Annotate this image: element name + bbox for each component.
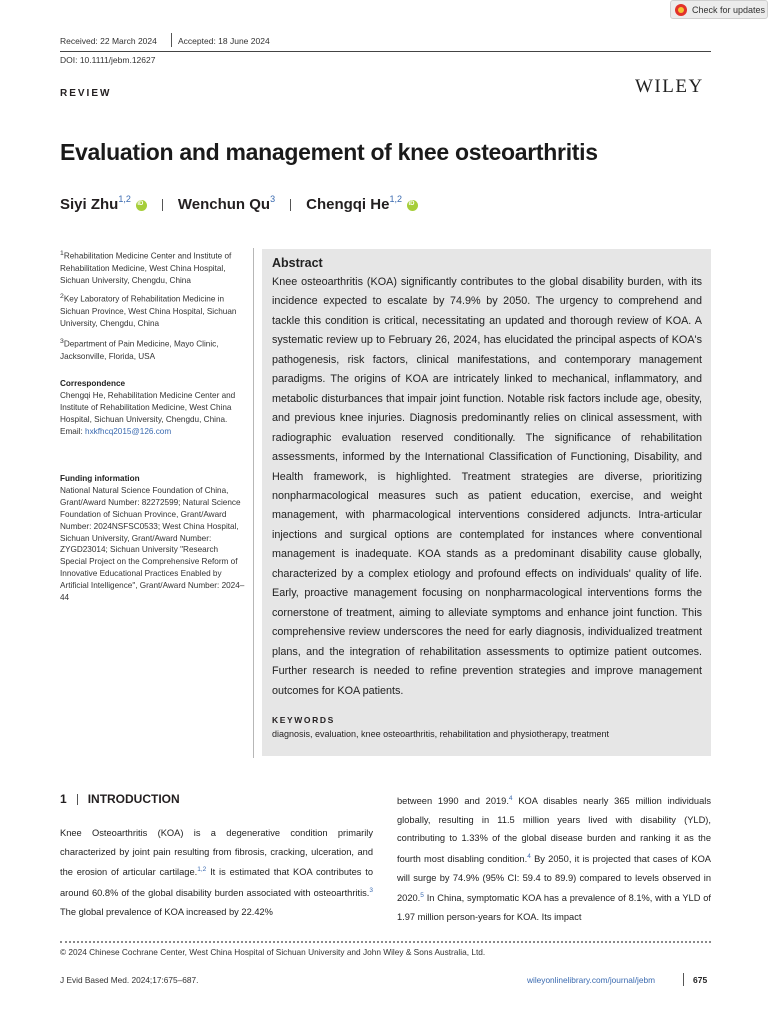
- citation-link[interactable]: 4: [527, 852, 531, 860]
- affiliation: [60, 248, 245, 286]
- body-text: KOA disables nearly 365 million individuals globally, resulting in 11.5 million years lived with disability (YLD), contributing to 1.33% of the global disease burden and ranking it as the fourth most disabling condition.: [397, 796, 711, 864]
- received-date: Received: 22 March 2024: [60, 36, 157, 46]
- crossmark-icon: [675, 4, 687, 16]
- author-list: [60, 196, 418, 216]
- body-text: The global prevalence of KOA increased by 22.42%: [60, 906, 273, 917]
- author-affiliation-ref: 1,2: [389, 194, 402, 204]
- body-text: By 2050, it is projected that cases of KOA will surge by 74.9% (95% CI: 59.4 to 89.9) compared to levels observed in 2020.: [397, 853, 711, 904]
- funding-text: National Natural Science Foundation of China, Grant/Award Number: 82272599; Natural Science Foundation of Sichuan Province, Grant/Award Number: 2024NSFSC0533; West China Hospital, Sichuan University, Grant/Award Number: ZYGD23014; Sichuan University "Research Special Project on the Comprehensive Reform of Innovative Educational Practices Enabled by Artificial Intelligence", Grant/Award Number: 2024–44: [60, 485, 245, 603]
- section-divider: [77, 794, 78, 805]
- affiliation-text: Key Laboratory of Rehabilitation Medicine in Sichuan Province, West China Hospital, Sichuan University, Chengdu, China: [60, 294, 237, 328]
- section-number: 1: [60, 792, 67, 806]
- correspondence-block: [60, 378, 245, 438]
- orcid-icon[interactable]: [136, 200, 147, 211]
- page-number: 675: [693, 975, 708, 985]
- citation-link[interactable]: 1,2: [197, 866, 207, 874]
- affiliation-number: 3: [60, 338, 64, 345]
- affiliation-text: Department of Pain Medicine, Mayo Clinic, Jacksonville, Florida, USA: [60, 339, 219, 361]
- journal-citation: J Evid Based Med. 2024;17:675–687.: [60, 975, 199, 985]
- body-column-right: [397, 790, 711, 926]
- abstract-text: Knee osteoarthritis (KOA) significantly contributes to the global disability burden, with its incidence expected to escalate by 74.9% by 2050. The urgency to comprehend and tackle this condition is critical, necessitating an updated and thorough review of KOA. A systematic review up to February 26, 2024, has elucidated the principal aspects of KOA's pathogenesis, risk factors, clinical manifestations, and contemporary management paradigms. The origins of KOA are intricately linked to mechanical, inflammatory, and metabolic disturbances that impair joint function. Notable risk factors include age, obesity, and previous knee injuries. Diagnosis predominantly relies on clinical assessment, with radiographic evaluation reserved conditionally. The significance of rehabilitation assessments, informed by the International Classification of Functioning, Disability, and Health framework, is highlighted. Treatment strategies are diverse, prioritizing nonpharmacological measures such as patient education, exercise, and weight management, with pharmacological interventions considered adjuncts. Intra-articular injections and surgical options are contemplated for instances where conventional management is inadequate. KOA stands as a predominant disability cause globally, characterized by a complex etiology and profound effects on individuals' quality of life. Early, proactive management focusing on nonpharmacological interventions forms the cornerstone of treatment, aiming to alleviate symptoms and enhance joint function. This comprehensive review underscores the need for early diagnosis, individualized treatment plans, and the integration of rehabilitation assessments to optimize patient outcomes. Further research is needed to refine prevention strategies and improve management outcomes for KOA patients.: [272, 276, 702, 697]
- correspondence-heading: Correspondence: [60, 379, 126, 388]
- author-divider: [290, 199, 291, 211]
- section-heading: [60, 792, 180, 806]
- abstract-panel: [262, 249, 711, 756]
- meta-divider: [171, 33, 172, 47]
- author[interactable]: [178, 196, 275, 213]
- citation-link[interactable]: 5: [420, 892, 424, 900]
- publisher-logo: WILEY: [635, 76, 704, 97]
- author-divider: [162, 199, 163, 211]
- article-title: Evaluation and management of knee osteoarthritis: [60, 139, 598, 165]
- citation-link[interactable]: 3: [369, 886, 373, 894]
- author-affiliation-ref: 3: [270, 194, 276, 204]
- footer-separator: [683, 973, 684, 986]
- affiliation-text: Rehabilitation Medicine Center and Institute of Rehabilitation Medicine, West China Hospital, Sichuan University, Chengdu, China: [60, 251, 232, 285]
- article-type: REVIEW: [60, 88, 112, 99]
- footer-divider: [60, 941, 711, 943]
- body-text: It is estimated that KOA contributes to around 60.8% of the global disability burden associated with osteoarthritis.: [60, 867, 374, 898]
- body-text: between 1990 and 2019.: [397, 796, 509, 807]
- correspondence-text: Chengqi He, Rehabilitation Medicine Center and Institute of Rehabilitation Medicine, West China Hospital, Sichuan University, Chengdu, China.: [60, 390, 236, 424]
- funding-block: [60, 473, 245, 604]
- email-label: Email:: [60, 426, 86, 436]
- body-column-left: [60, 824, 373, 921]
- accepted-date: Accepted: 18 June 2024: [178, 36, 270, 46]
- author-name: Chengqi He: [306, 196, 390, 213]
- copyright: © 2024 Chinese Cochrane Center, West China Hospital of Sichuan University and John Wiley & Sons Australia, Ltd.: [60, 947, 486, 957]
- check-for-updates-button[interactable]: [670, 0, 768, 19]
- affiliation-number: 1: [60, 250, 64, 257]
- journal-url-link[interactable]: wileyonlinelibrary.com/journal/jebm: [527, 975, 656, 985]
- author[interactable]: [306, 196, 418, 213]
- abstract-heading: Abstract: [272, 256, 323, 270]
- section-title: INTRODUCTION: [87, 792, 180, 806]
- check-for-updates-label: Check for updates: [692, 4, 766, 15]
- email-link[interactable]: hxkfhcq2015@126.com: [85, 426, 172, 436]
- body-text: In China, symptomatic KOA has a prevalence of 8.1%, with a YLD of 1.97 million person-years for KOA. Its impact: [397, 893, 711, 922]
- keywords-heading: KEYWORDS: [272, 714, 335, 725]
- author-name: Wenchun Qu: [177, 196, 271, 213]
- doi: DOI: 10.1111/jebm.12627: [60, 55, 156, 65]
- keywords: diagnosis, evaluation, knee osteoarthritis, rehabilitation and physiotherapy, treatment: [272, 728, 610, 739]
- author[interactable]: [60, 196, 147, 213]
- affiliation-number: 2: [60, 293, 64, 300]
- body-text: Knee Osteoarthritis (KOA) is a degenerative condition primarily characterized by joint pain resulting from fibrosis, cracking, ulceration, and the erosion of articular cartilage.: [60, 828, 373, 878]
- orcid-icon[interactable]: [407, 200, 418, 211]
- author-affiliation-ref: 1,2: [118, 194, 131, 204]
- citation-link[interactable]: 4: [508, 795, 513, 802]
- affiliation: [60, 336, 245, 363]
- funding-heading: Funding information: [60, 474, 140, 483]
- header-rule: [60, 51, 711, 52]
- affiliation: [60, 291, 245, 329]
- author-name: Siyi Zhu: [60, 196, 119, 213]
- column-divider: [253, 248, 254, 758]
